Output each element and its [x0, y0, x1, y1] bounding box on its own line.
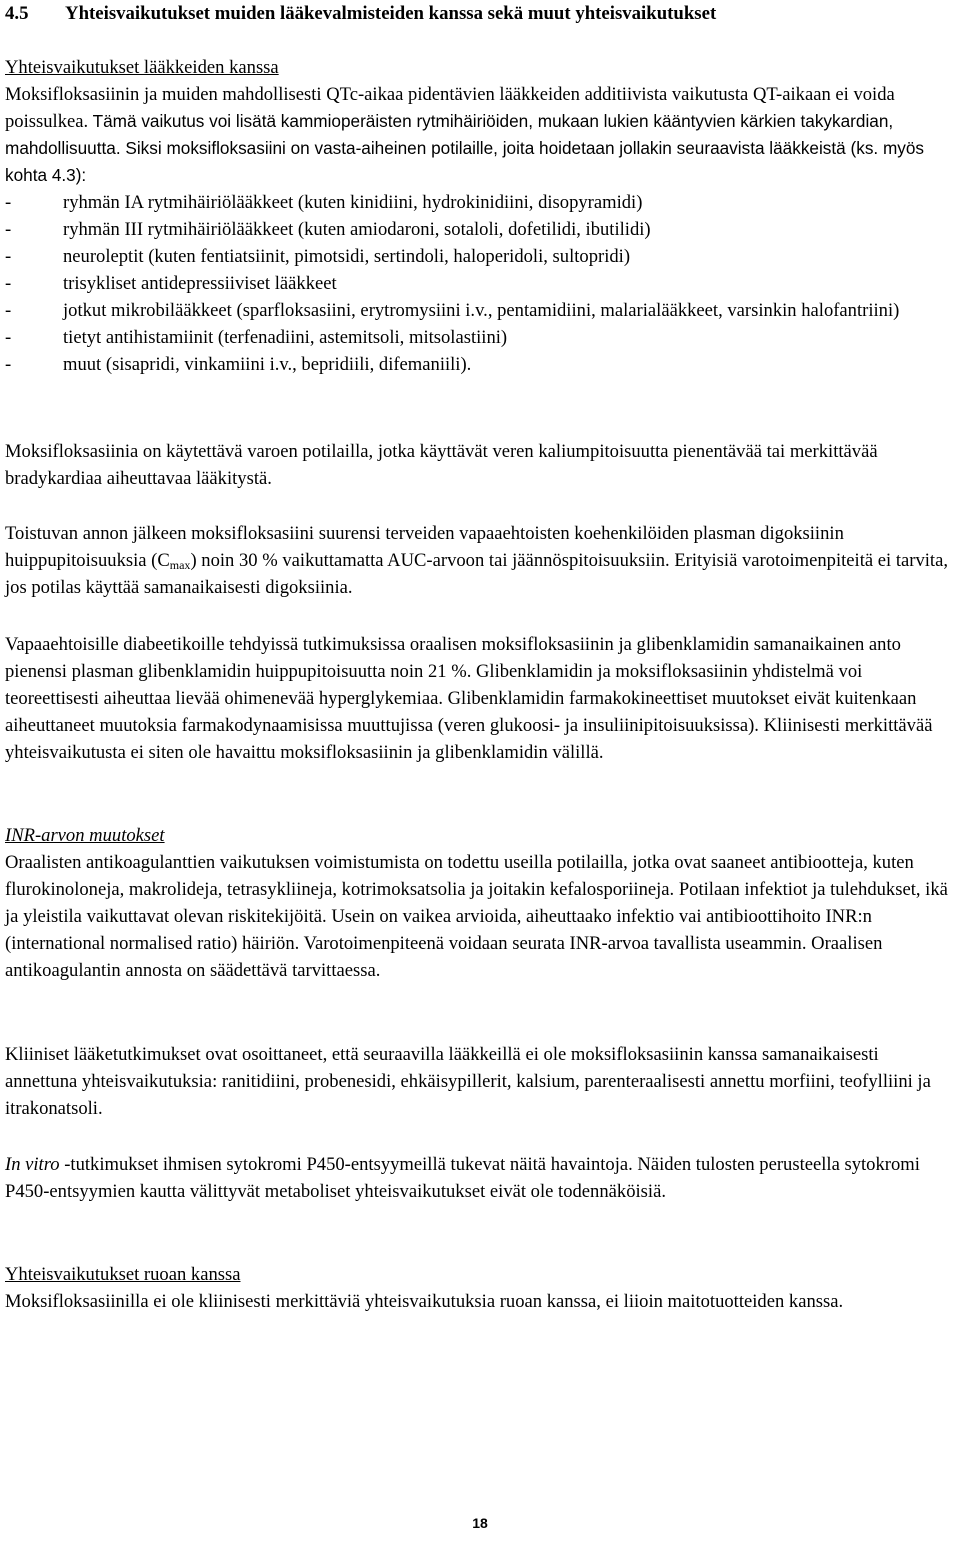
inr-section — [5, 822, 955, 984]
food-interactions-heading: Yhteisvaikutukset ruoan kanssa — [5, 1264, 241, 1285]
list-item-text: jotkut mikrobilääkkeet (sparfloksasiini, erytromysiini i.v., pentamidiini, malarialääkkeet, varsinkin halofantriini) — [63, 300, 900, 321]
dash-bullet: - — [5, 327, 12, 348]
food-interactions-section — [5, 1261, 955, 1315]
section-heading — [5, 0, 955, 27]
digoxin-text — [5, 520, 955, 601]
in-vitro-text — [5, 1151, 955, 1205]
list-item — [5, 216, 955, 243]
list-item-text: muut (sisapridi, vinkamiini i.v., bepridiili, difemaniili). — [63, 354, 472, 375]
dash-bullet: - — [5, 300, 12, 321]
kalium-text: Moksifloksasiinia on käytettävä varoen potilailla, jotka käyttävät veren kaliumpitoisuutta pienentävää tai merkittävää bradykardiaa aiheuttavaa lääkitystä. — [5, 441, 878, 489]
list-item — [5, 243, 955, 270]
digoxin-text-before: Toistuvan annon jälkeen moksifloksasiini suurensi terveiden vapaaehtoisten koehenkilöiden plasman digoksiinin huippupitoisuuksia (C — [5, 523, 844, 571]
inr-heading: INR-arvon muutokset — [5, 825, 165, 846]
qt-warning-text: Tämä vaikutus voi lisätä kammioperäisten rytmihäiriöiden, mukaan lukien kääntyvien kärkien takykardian, mahdollisuutta. Siksi moksifloksasiini on vasta-aiheinen potilaille, joita hoidetaan jollakin seuraavista lääkkeistä (ks. myös kohta 4.3): — [5, 111, 925, 185]
contraindicated-drug-list — [5, 189, 955, 378]
dash-bullet: - — [5, 246, 12, 267]
digoxin-text-after: ) noin 30 % vaikuttamatta AUC-arvoon tai jäännöspitoisuuksiin. Erityisiä varotoimenpiteitä ei tarvita, jos potilas käyttää samanaikaisesti digoksiinia. — [5, 550, 948, 598]
drug-interactions-heading: Yhteisvaikutukset lääkkeiden kanssa — [5, 57, 279, 78]
list-item — [5, 189, 955, 216]
list-item — [5, 270, 955, 297]
in-vitro-body: -tutkimukset ihmisen sytokromi P450-entsyymeillä tukevat näitä havaintoja. Näiden tulosten perusteella sytokromi P450-entsyymien kautta välittyvät metaboliset yhteisvaikutukset eivät ole todennäköisiä. — [5, 1154, 920, 1202]
glibenclamide-text: Vapaaehtoisille diabeetikoille tehdyissä tutkimuksissa oraalisen moksifloksasiinin ja glibenklamidin samanaikainen anto pienensi plasman glibenklamidin huippupitoisuutta noin 21 %. Glibenklamidin ja moksifloksasiinin yhdistelmä voi teoreettisesti aiheuttaa lievää ohimenevää hyperglykemiaa. Glibenklamidin farmakokineettiset muutokset eivät kuitenkaan aiheuttaneet muutoksia farmakodynaamisissa muuttujissa (veren glukoosi- ja insuliinipitoisuuksissa). Kliinisesti merkittävää yhteisvaikutusta ei siten ole havaittu moksifloksasiinin ja glibenklamidin välillä. — [5, 634, 933, 763]
list-item-text: neuroleptit (kuten fentiatsiinit, pimotsidi, sertindoli, haloperidoli, sultopridi) — [63, 246, 631, 267]
page-number: 18 — [472, 1515, 488, 1531]
list-item — [5, 297, 955, 324]
qt-intro-text: Moksifloksasiinin ja muiden mahdollisesti QTc-aikaa pidentävien lääkkeiden additiivista vaikutusta QT-aikaan ei voida poissulkea. — [5, 84, 895, 132]
in-vitro-paragraph — [5, 1151, 955, 1205]
list-item-text: tietyt antihistamiinit (terfenadiini, astemitsoli, mitsolastiini) — [63, 327, 508, 348]
list-item-text: trisykliset antidepressiiviset lääkkeet — [63, 273, 337, 294]
list-item-text: ryhmän IA rytmihäiriölääkkeet (kuten kinidiini, hydrokinidiini, disopyramidi) — [63, 192, 643, 213]
section-title: Yhteisvaikutukset muiden lääkevalmisteiden kanssa sekä muut yhteisvaikutukset — [65, 3, 717, 24]
cmax-subscript: max — [169, 558, 191, 572]
glibenclamide-paragraph — [5, 631, 955, 766]
qt-paragraph — [5, 81, 955, 189]
food-interactions-text: Moksifloksasiinilla ei ole kliinisesti merkittäviä yhteisvaikutuksia ruoan kanssa, ei liioin maitotuotteiden kanssa. — [5, 1291, 844, 1312]
dash-bullet: - — [5, 219, 12, 240]
digoxin-paragraph — [5, 520, 955, 601]
inr-text: Oraalisten antikoagulanttien vaikutuksen voimistumista on todettu useilla potilailla, jotka ovat saaneet antibiootteja, kuten flurokinoloneja, makrolideja, tetrasykliineja, kotrimoksatsolia ja joitakin kefalosporiineja. Potilaan infektiot ja tulehdukset, ikä ja yleistila vaikuttavat olevan riskitekijöitä. Usein on vaikea arvioida, aiheuttaako infektio vai antibioottihoito INR:n (international normalised ratio) häiriön. Varotoimenpiteenä voidaan seurata INR-arvoa tavallista useammin. Oraalisen antikoagulantin annosta on säädettävä tarvittaessa. — [5, 852, 948, 981]
dash-bullet: - — [5, 354, 12, 375]
clinical-trials-text: Kliiniset lääketutkimukset ovat osoittaneet, että seuraavilla lääkkeillä ei ole moksifloksasiinin kanssa samanaikaisesti annettuna yhteisvaikutuksia: ranitidiini, probenesidi, ehkäisypillerit, kalsium, parenteraalisesti annettu morfiini, teofylliini ja itrakonatsoli. — [5, 1044, 931, 1119]
list-item — [5, 351, 955, 378]
section-number: 4.5 — [5, 3, 29, 24]
dash-bullet: - — [5, 192, 12, 213]
list-item — [5, 324, 955, 351]
dash-bullet: - — [5, 273, 12, 294]
clinical-trials-paragraph — [5, 1041, 955, 1122]
drug-interactions-section — [5, 54, 955, 378]
list-item-text: ryhmän III rytmihäiriölääkkeet (kuten amiodaroni, sotaloli, dofetilidi, ibutilidi) — [63, 219, 651, 240]
kalium-paragraph — [5, 438, 955, 492]
in-vitro-italic: In vitro — [5, 1154, 60, 1175]
